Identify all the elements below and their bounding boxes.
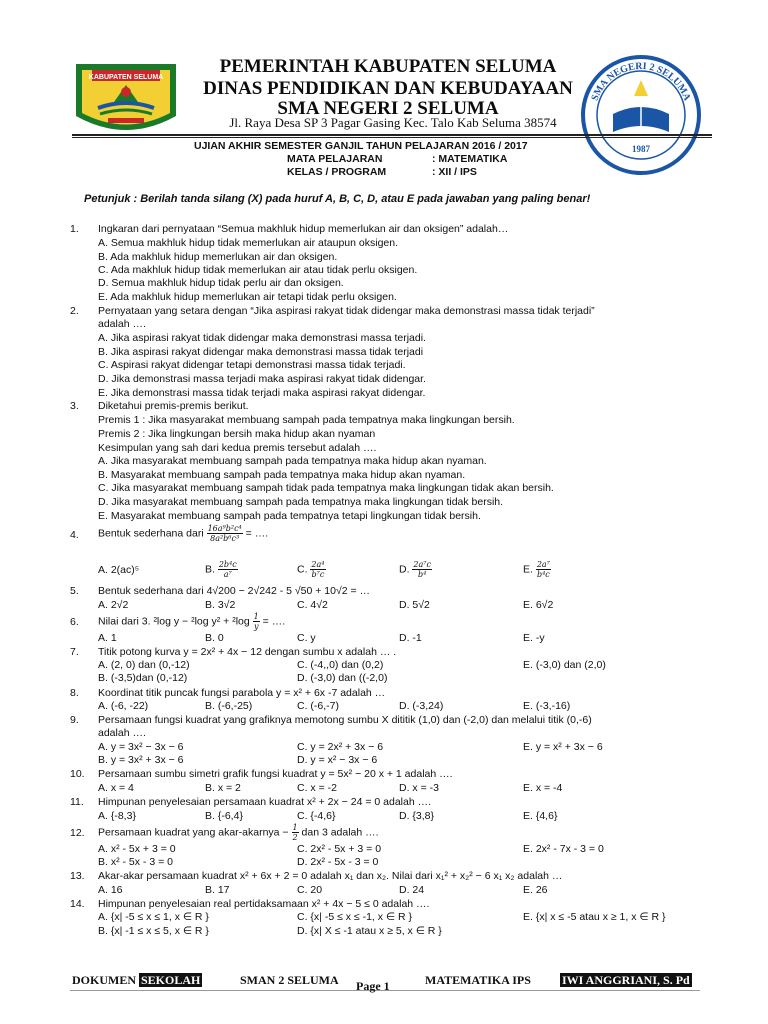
q5-option-d: D. 5√2 <box>399 599 430 611</box>
q1-number: 1. <box>70 223 79 235</box>
footer-teacher-name: IWI ANGGRIANI, S. Pd <box>562 973 690 987</box>
q7-option-d: D. (-3,0) dan ((-2,0) <box>297 672 388 684</box>
q4-frac-den: 8a²b⁶c³ <box>210 534 240 543</box>
q12-option-a: A. x² - 5x + 3 = 0 <box>98 843 176 855</box>
q1-option-a: A. Semua makhluk hidup tidak memerlukan air ataupun oksigen. <box>98 237 398 249</box>
q6-option-d: D. -1 <box>399 632 422 644</box>
q4-option-b <box>205 560 238 579</box>
footer-teacher <box>560 973 692 988</box>
q8-number: 8. <box>70 687 79 699</box>
q2-number: 2. <box>70 305 79 317</box>
q6-option-e: E. -y <box>523 632 545 644</box>
q7-option-b: B. (-3,5)dan (0,-12) <box>98 672 188 684</box>
q12-frac-num: 1 <box>292 823 298 832</box>
q4-option-d-label: D. <box>399 563 410 576</box>
q2-option-a: A. Jika aspirasi rakyat tidak didengar maka demonstrasi massa terjadi. <box>98 332 426 344</box>
q6-text: Nilai dari 3. ²log y − ²log y² + ²log <box>98 615 250 628</box>
q10-text: Persamaan sumbu simetri grafik fungsi kuadrat y = 5x² − 20 x + 1 adalah …. <box>98 768 453 780</box>
q8-option-b: B. (-6,-25) <box>205 700 253 712</box>
q14-option-a: A. {x| -5 ≤ x ≤ 1, x ∈ R } <box>98 911 209 923</box>
q9-option-a: A. y = 3x² − 3x − 6 <box>98 741 184 753</box>
q11-option-b: B. {-6,4} <box>205 810 243 822</box>
subject-label: MATA PELAJARAN <box>287 153 383 165</box>
q6-option-c: C. y <box>297 632 316 644</box>
q9-option-c: C. y = 2x² + 3x − 6 <box>297 741 384 753</box>
q13-option-d: D. 24 <box>399 884 425 896</box>
q2-text: Pernyataan yang setara dengan “Jika aspirasi rakyat tidak didengar maka demonstrasi massa tidak terjadi” <box>98 305 595 317</box>
q9-option-b: B. y = 3x² + 3x − 6 <box>98 754 184 766</box>
q7-option-a: A. (2, 0) dan (0,-12) <box>98 659 190 671</box>
q2-option-d: D. Jika demonstrasi massa terjadi maka aspirasi rakyat tidak didengar. <box>98 373 426 385</box>
q4-option-e-frac <box>536 560 551 579</box>
q11-option-a: A. {-8,3} <box>98 810 136 822</box>
q3-option-d: D. Jika masyarakat membuang sampah pada tempatnya maka lingkungan tidak bersih. <box>98 496 504 508</box>
school-address: Jl. Raya Desa SP 3 Pagar Gasing Kec. Talo Kab Seluma 38574 <box>229 115 557 130</box>
q6-option-b: B. 0 <box>205 632 224 644</box>
q3-option-e: E. Masyarakat membuang sampah pada tempatnya tetapi lingkungan tidak bersih. <box>98 510 481 522</box>
q9-option-d: D. y = x² − 3x − 6 <box>297 754 378 766</box>
q3-option-c: C. Jika masyarakat membuang sampah tidak pada tempatnya maka lingkungan tidak akan bersih. <box>98 482 554 494</box>
header-rule-thin <box>72 137 712 138</box>
exam-title: UJIAN AKHIR SEMESTER GANJIL TAHUN PELAJARAN 2016 / 2017 <box>194 140 528 152</box>
q10-option-e: E. x = -4 <box>523 782 563 794</box>
q3-premise-1: Premis 1 : Jika masyarakat membuang sampah pada tempatnya maka lingkungan bersih. <box>98 414 515 426</box>
q4-option-b-den: a⁷ <box>223 570 232 579</box>
q3-number: 3. <box>70 400 79 412</box>
q5-text: Bentuk sederhana dari 4√200 − 2√242 - 5 √50 + 10√2 = … <box>98 585 371 597</box>
q4-option-e-label: E. <box>523 563 533 576</box>
q12-option-c: C. 2x² - 5x + 3 = 0 <box>297 843 382 855</box>
q6-tail: = …. <box>262 615 286 628</box>
school-logo <box>578 52 704 178</box>
subject-value: : MATEMATIKA <box>432 153 508 165</box>
footer-school: SMAN 2 SELUMA <box>240 973 339 987</box>
q3-option-b: B. Masyarakat membuang sampah pada tempatnya maka hidup akan nyaman. <box>98 469 466 481</box>
q6-frac-den: y <box>253 622 259 631</box>
header-rule <box>72 134 712 136</box>
q5-option-c: C. 4√2 <box>297 599 328 611</box>
q8-option-d: D. (-3,24) <box>399 700 444 712</box>
q12-text: Persamaan kuadrat yang akar-akarnya − <box>98 826 289 839</box>
q4-option-c <box>297 560 326 579</box>
q10-option-d: D. x = -3 <box>399 782 439 794</box>
q4-tail: = …. <box>245 527 269 540</box>
q4-option-e <box>523 560 551 579</box>
q12-option-d: D. 2x² - 5x - 3 = 0 <box>297 856 379 868</box>
q4-text-line <box>98 524 268 543</box>
q10-option-c: C. x = -2 <box>297 782 337 794</box>
q14-number: 14. <box>70 898 85 910</box>
q9-text-cont: adalah …. <box>98 727 146 739</box>
q4-option-b-num: 2b⁴c <box>218 560 237 569</box>
q5-option-b: B. 3√2 <box>205 599 236 611</box>
logo-right-caption: SMA NEGERI 2 SELUMA <box>589 60 693 103</box>
q3-text-cont: Kesimpulan yang sah dari kedua premis tersebut adalah …. <box>98 442 377 454</box>
header-line-1: PEMERINTAH KABUPATEN SELUMA <box>219 56 557 77</box>
q4-option-d <box>399 560 432 579</box>
q13-number: 13. <box>70 870 85 882</box>
q4-number: 4. <box>70 529 79 541</box>
q1-option-e: E. Ada makhluk hidup memerlukan air tetapi tidak perlu oksigen. <box>98 291 397 303</box>
q11-option-d: D. {3,8} <box>399 810 435 822</box>
q4-option-b-label: B. <box>205 563 215 576</box>
logo-right-year: 1987 <box>632 144 650 154</box>
q12-frac-den: 2 <box>292 833 298 842</box>
q13-option-a: A. 16 <box>98 884 123 896</box>
q2-option-b: B. Jika aspirasi rakyat didengar maka demonstrasi massa tidak terjadi <box>98 346 424 358</box>
q12-tail: dan 3 adalah …. <box>301 826 379 839</box>
q1-option-c: C. Ada makhluk hidup tidak memerlukan air atau tidak perlu oksigen. <box>98 264 418 276</box>
q7-number: 7. <box>70 646 79 658</box>
q1-text: Ingkaran dari pernyataan “Semua makhluk hidup memerlukan air dan oksigen” adalah… <box>98 223 509 235</box>
q4-option-b-frac <box>218 560 238 579</box>
q14-option-b: B. {x| -1 ≤ x ≤ 5, x ∈ R } <box>98 925 209 937</box>
q3-option-a: A. Jika masyarakat membuang sampah pada tempatnya maka hidup akan nyaman. <box>98 455 487 467</box>
q1-option-b: B. Ada makhluk hidup memerlukan air dan oksigen. <box>98 251 338 263</box>
q11-number: 11. <box>70 796 84 808</box>
q9-number: 9. <box>70 714 79 726</box>
q4-text: Bentuk sederhana dari <box>98 527 204 540</box>
q5-option-e: E. 6√2 <box>523 599 554 611</box>
q4-option-d-den: b⁴ <box>418 570 427 579</box>
instructions: Petunjuk : Berilah tanda silang (X) pada huruf A, B, C, D, atau E pada jawaban yang paling benar! <box>84 193 591 205</box>
q6-option-a: A. 1 <box>98 632 117 644</box>
q4-option-e-num: 2a⁷ <box>536 560 550 569</box>
q14-option-c: C. {x| -5 ≤ x ≤ -1, x ∈ R } <box>297 911 413 923</box>
q4-option-c-num: 2a⁴ <box>311 560 325 569</box>
q4-option-a: A. 2(ac)⁵ <box>98 564 140 576</box>
q4-option-d-frac <box>412 560 432 579</box>
q14-option-e: E. {x| x ≤ -5 atau x ≥ 1, x ∈ R } <box>523 911 666 923</box>
footer-document <box>72 973 202 988</box>
q10-number: 10. <box>70 768 85 780</box>
q13-option-c: C. 20 <box>297 884 323 896</box>
q4-option-e-den: b⁴c <box>536 570 550 579</box>
q7-text: Titik potong kurva y = 2x² + 4x − 12 dengan sumbu x adalah … . <box>98 646 397 658</box>
q9-option-e: E. y = x² + 3x − 6 <box>523 741 603 753</box>
q8-option-a: A. (-6, -22) <box>98 700 149 712</box>
q6-frac-num: 1 <box>253 612 259 621</box>
q4-frac-num: 16a⁹b²c⁴ <box>207 524 242 533</box>
q2-text-cont: adalah …. <box>98 318 146 330</box>
q5-number: 5. <box>70 585 79 597</box>
q11-option-e: E. {4,6} <box>523 810 558 822</box>
q4-fraction <box>207 524 243 543</box>
q4-option-c-label: C. <box>297 563 308 576</box>
q12-text-line <box>98 823 379 842</box>
q13-text: Akar-akar persamaan kuadrat x² + 6x + 2 = 0 adalah x₁ dan x₂. Nilai dari x₁² + x₂² − 6 x₁ x₂ adalah … <box>98 870 563 882</box>
q7-option-c: C. (-4,,0) dan (0,2) <box>297 659 384 671</box>
q12-option-b: B. x² - 5x - 3 = 0 <box>98 856 173 868</box>
page-number: Page 1 <box>356 979 390 993</box>
q4-option-d-num: 2a⁷c <box>413 560 431 569</box>
q2-option-e: E. Jika demonstrasi massa tidak terjadi maka aspirasi rakyat didengar. <box>98 387 426 399</box>
footer-subject: MATEMATIKA IPS <box>425 973 531 987</box>
regency-logo <box>70 58 182 140</box>
q9-text: Persamaan fungsi kuadrat yang grafiknya memotong sumbu X dititik (1,0) dan (-2,0) dan melalui titik (0,-6) <box>98 714 592 726</box>
footer-doc-label: DOKUMEN <box>72 973 136 987</box>
q11-text: Himpunan penyelesaian persamaan kuadrat x² + 2x − 24 = 0 adalah …. <box>98 796 432 808</box>
q6-text-line <box>98 612 285 631</box>
q14-option-d: D. {x| X ≤ -1 atau x ≥ 5, x ∈ R } <box>297 925 442 937</box>
q2-option-c: C. Aspirasi rakyat didengar tetapi demonstrasi massa tidak terjadi. <box>98 359 406 371</box>
q12-fraction <box>292 823 299 842</box>
q8-text: Koordinat titik puncak fungsi parabola y = x² + 6x -7 adalah … <box>98 687 386 699</box>
q4-option-c-den: b⁷c <box>311 570 325 579</box>
logo-left-caption: KABUPATEN SELUMA <box>88 74 164 81</box>
q10-option-b: B. x = 2 <box>205 782 241 794</box>
q13-option-b: B. 17 <box>205 884 230 896</box>
q4-option-c-frac <box>310 560 325 579</box>
q3-premise-2: Premis 2 : Jika lingkungan bersih maka hidup akan nyaman <box>98 428 376 440</box>
q6-number: 6. <box>70 616 79 628</box>
q12-option-e: E. 2x² - 7x - 3 = 0 <box>523 843 604 855</box>
footer-doc-tag: SEKOLAH <box>141 973 201 987</box>
q8-option-c: C. (-6,-7) <box>297 700 339 712</box>
class-value: : XII / IPS <box>432 166 477 178</box>
q1-option-d: D. Semua makhluk hidup tidak perlu air dan oksigen. <box>98 277 344 289</box>
q11-option-c: C. {-4,6} <box>297 810 336 822</box>
q6-fraction <box>253 612 260 631</box>
q8-option-e: E. (-3,-16) <box>523 700 571 712</box>
class-label: KELAS / PROGRAM <box>287 166 387 178</box>
header-line-2: DINAS PENDIDIKAN DAN KEBUDAYAAN <box>203 78 573 99</box>
q7-option-e: E. (-3,0) dan (2,0) <box>523 659 606 671</box>
q12-number: 12. <box>70 827 85 839</box>
q10-option-a: A. x = 4 <box>98 782 134 794</box>
q5-option-a: A. 2√2 <box>98 599 129 611</box>
q14-text: Himpunan penyelesaian real pertidaksamaan x² + 4x − 5 ≤ 0 adalah …. <box>98 898 430 910</box>
q13-option-e: E. 26 <box>523 884 548 896</box>
q3-text: Diketahui premis-premis berikut. <box>98 400 249 412</box>
header-line-3: SMA NEGERI 2 SELUMA <box>277 98 499 119</box>
